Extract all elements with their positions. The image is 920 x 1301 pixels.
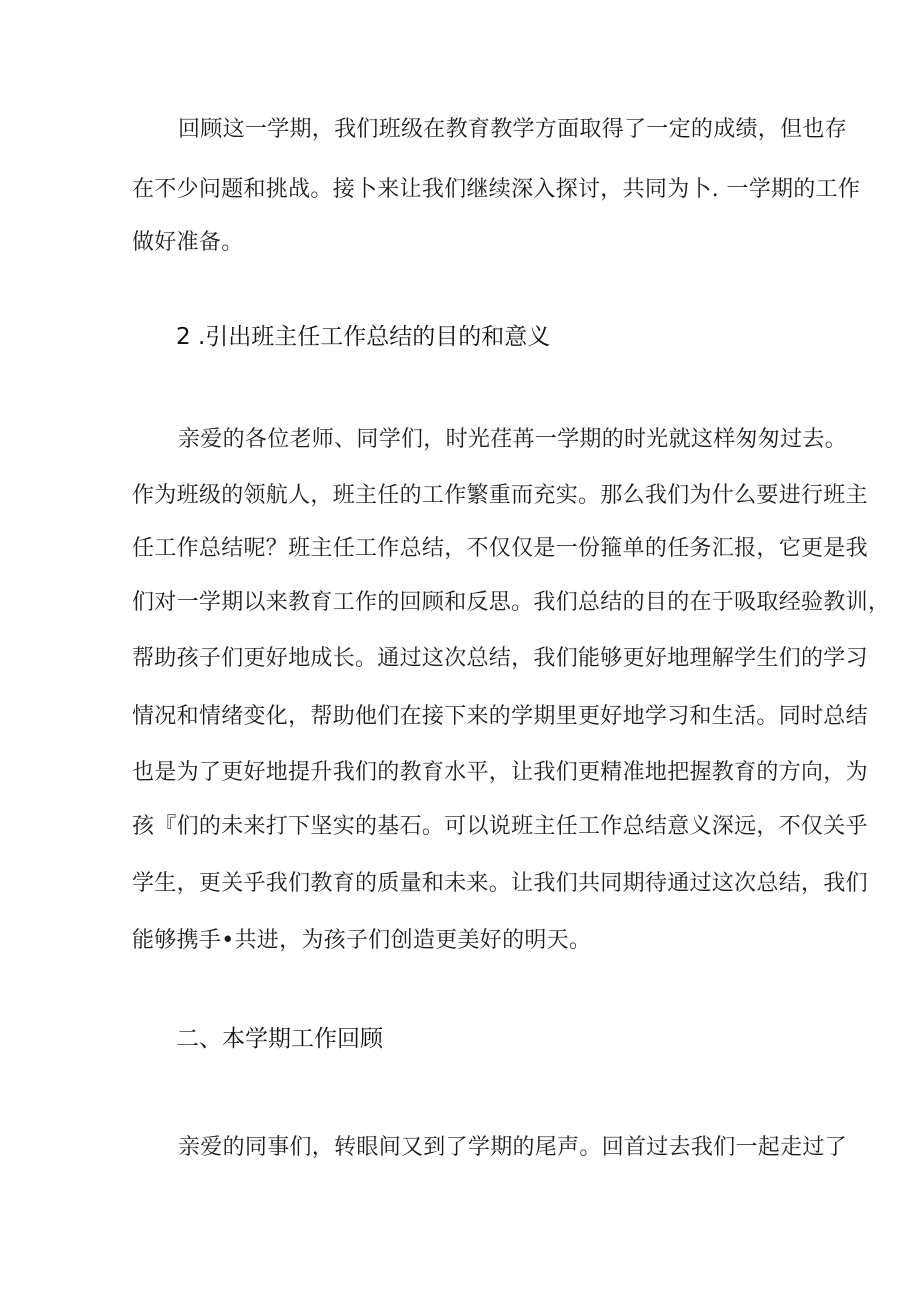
paragraph1-line-2: 在不少问题和挑战。接卜来让我们继续深入探讨，共同为卜. 一学期的工作 <box>132 177 861 202</box>
paragraph1-line-3: 做好准备。 <box>132 230 244 255</box>
paragraph2-line-2: 作为班级的领航人，班主任的工作繁重而充实。那么我们为什么要进行班主 <box>132 483 868 508</box>
section-heading-purpose: 2 .引出班主任工作总结的目的和意义 <box>176 324 551 350</box>
paragraph2-line-10: 能够携手•共进，为孩子们创造更美好的明天。 <box>132 928 592 953</box>
paragraph2-line-8: 孩『们的未来打下坚实的基石。可以说班主任工作总结意义深远，不仅关乎 <box>132 814 868 839</box>
paragraph1-line-1: 回顾这一学期，我们班级在教育教学方面取得了一定的成绩，但也存 <box>178 117 848 142</box>
paragraph2-line-3: 任工作总结呢？班主任工作总结，不仅仅是一份箍单的任务汇报，它更是我 <box>132 536 868 561</box>
paragraph2-line-6: 情况和情绪变化，帮助他们在接下来的学期里更好地学习和生活。同时总结 <box>132 704 868 729</box>
paragraph2-line-1: 亲爱的各位老师、同学们，时光荏苒一学期的时光就这样匆匆过去。 <box>178 427 848 452</box>
paragraph2-line-4: 们对一学期以来教育工作的回顾和反思。我们总结的目的在于吸取经验教训， <box>132 590 891 615</box>
paragraph2-line-9: 学生，更关乎我们教育的质量和未来。让我们共同期待通过这次总结，我们 <box>132 871 868 896</box>
paragraph2-line-7: 也是为了更好地提升我们的教育水平，让我们更精准地把握教育的方向，为 <box>132 760 868 785</box>
paragraph3-line-1: 亲爱的同事们，转眼间又到了学期的尾声。回首过去我们一起走过了 <box>178 1135 848 1160</box>
paragraph2-line-5: 帮助孩子们更好地成长。通过这次总结，我们能够更好地理解学生们的学习 <box>132 646 868 671</box>
section-heading-review: 二、本学期工作回顾 <box>176 1026 383 1052</box>
